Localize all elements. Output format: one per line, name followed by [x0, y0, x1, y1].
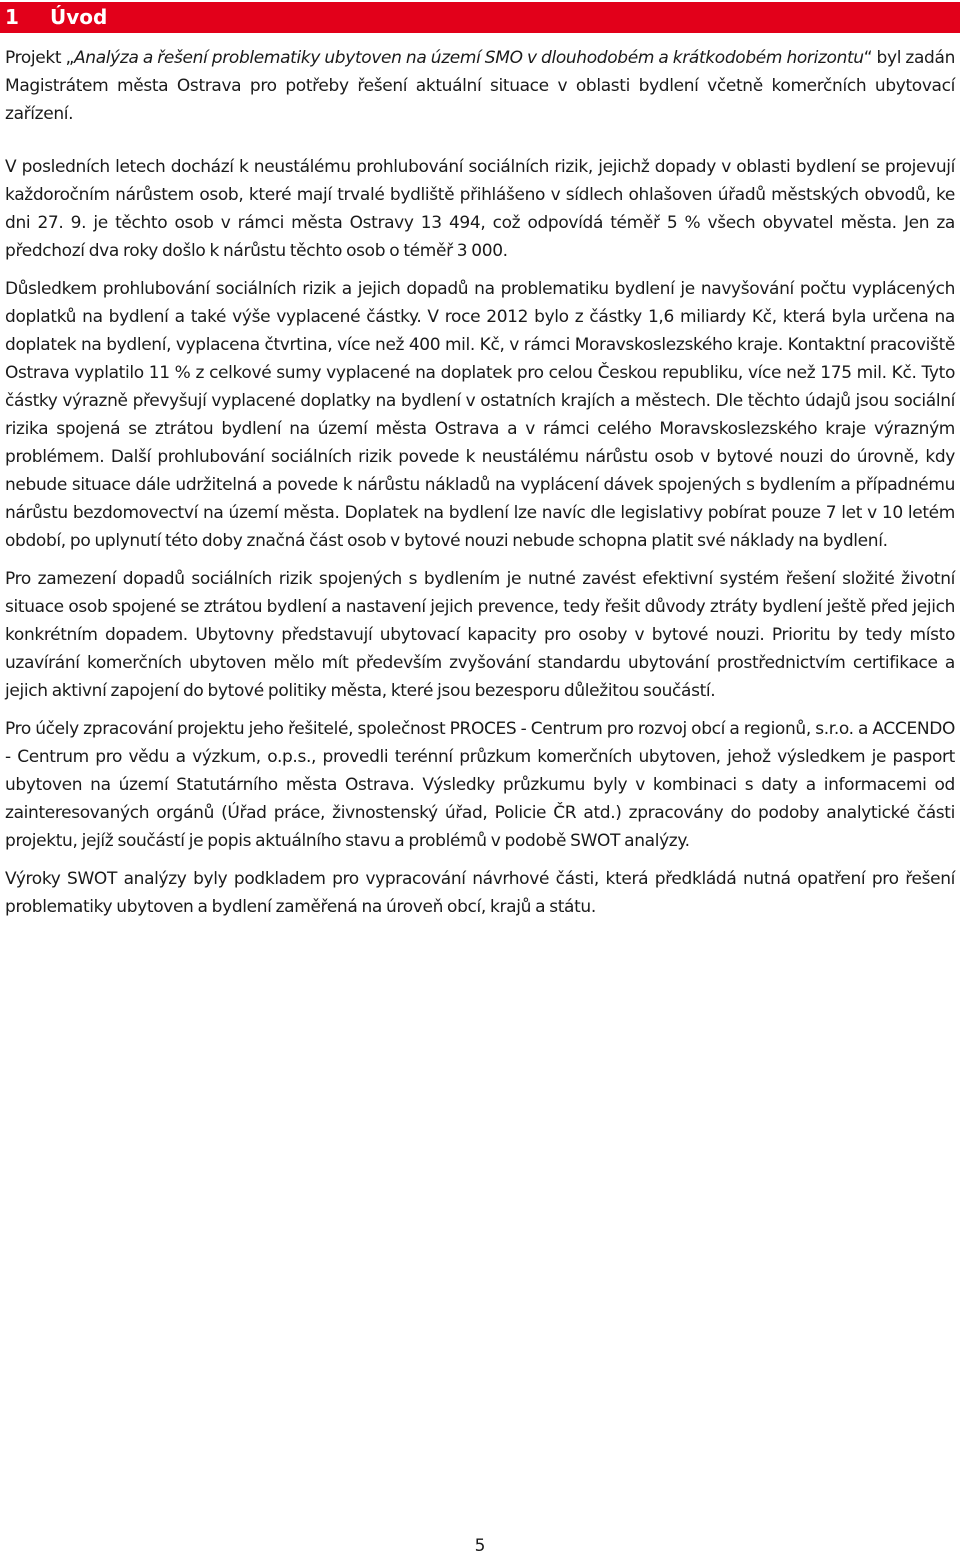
project-name: Analýza a řešení problematiky ubytoven na území SMO v dlouhodobém a krátkodobém horizontu [74, 48, 864, 68]
chapter-number: 1 [5, 5, 19, 29]
paragraph-social-risks: V posledních letech dochází k neustálému prohlubování sociálních rizik, jejichž dopady v oblasti bydlení se projevují každoročním nárůstem osob, které mají trvalé bydliště přihlášeno v sídlech ohlašoven úřadů městských obvodů, ke dni 27. 9. je těchto osob v rámci města Ostravy 13 494, což odpovídá téměř 5 % všech obyvatel města. Jen za předchozí dva roky došlo k nárůstu těchto osob o téměř 3 000. [5, 157, 955, 261]
chapter-heading [0, 2, 960, 33]
paragraph-intro-prefix: Projekt „ [5, 48, 75, 68]
paragraph-survey: Pro účely zpracování projektu jeho řešitelé, společnost PROCES - Centrum pro rozvoj obcí a regionů, s.r.o. a ACCENDO - Centrum pro vědu a výzkum, o.p.s., provedli terénní průzkum komerčních ubytoven, jehož výsledkem je pasport ubytoven na území Statutárního města Ostrava. Výsledky průzkumu byly v kombinaci s daty a informacemi od zainteresovaných orgánů (Úřad práce, živnostenský úřad, Policie ČR atd.) zpracovány do podoby analytické části projektu, jejíž součástí je popis aktuálního stavu a problémů v podobě SWOT analýzy. [5, 719, 955, 851]
paragraph-intro [5, 44, 955, 128]
document-body [5, 44, 955, 931]
paragraph-prevention: Pro zamezení dopadů sociálních rizik spojených s bydlením je nutné zavést efektivní systém řešení složité životní situace osob spojené se ztrátou bydlení a nastavení jejich prevence, tedy řešit důvody ztráty bydlení ještě před jejich konkrétním dopadem. Ubytovny představují ubytovací kapacity pro osoby v bytové nouzi. Prioritu by tedy místo uzavírání komerčních ubytoven mělo mít především zvyšování standardu ubytování prostřednictvím certifikace a jejich aktivní zapojení do bytové politiky města, které jsou bezesporu důležitou součástí. [5, 569, 955, 701]
paragraph-swot: Výroky SWOT analýzy byly podkladem pro vypracování návrhové části, která předkládá nutná opatření pro řešení problematiky ubytoven a bydlení zaměřená na úroveň obcí, krajů a státu. [5, 869, 955, 917]
paragraph-intro-suffix: “ byl zadán Magistrátem města Ostrava pro potřeby řešení aktuální situace v oblasti bydlení včetně komerčních ubytovací zařízení. [5, 48, 955, 124]
paragraph-housing-allowance: Důsledkem prohlubování sociálních rizik a jejich dopadů na problematiku bydlení je navyšování počtu vyplácených doplatků na bydlení a také výše vyplacené částky. V roce 2012 bylo z částky 1,6 miliardy Kč, která byla určena na doplatek na bydlení, vyplacena čtvrtina, více než 400 mil. Kč, v rámci Moravskoslezského kraje. Kontaktní pracoviště Ostrava vyplatilo 11 % z celkové sumy vyplacené na doplatek pro celou Českou republiku, více než 175 mil. Kč. Tyto částky výrazně převyšují vyplacené doplatky na bydlení v ostatních krajích a městech. Dle těchto údajů jsou sociální rizika spojená se ztrátou bydlení na území města Ostrava a v rámci celého Moravskoslezského kraje výrazným problémem. Další prohlubování sociálních rizik povede k neustálému nárůstu osob v bytové nouzi do úrovně, kdy nebude situace dále udržitelná a povede k nárůstu nákladů na vyplácení dávek spojených s bydlením a případnému nárůstu bezdomovectví na území města. Doplatek na bydlení lze navíc dle legislativy pobírat pouze 7 let v 10 letém období, po uplynutí této doby značná část osob v bytové nouzi nebude schopna platit své náklady na bydlení. [5, 279, 955, 551]
chapter-title: Úvod [50, 5, 108, 29]
page-number: 5 [474, 1536, 486, 1556]
